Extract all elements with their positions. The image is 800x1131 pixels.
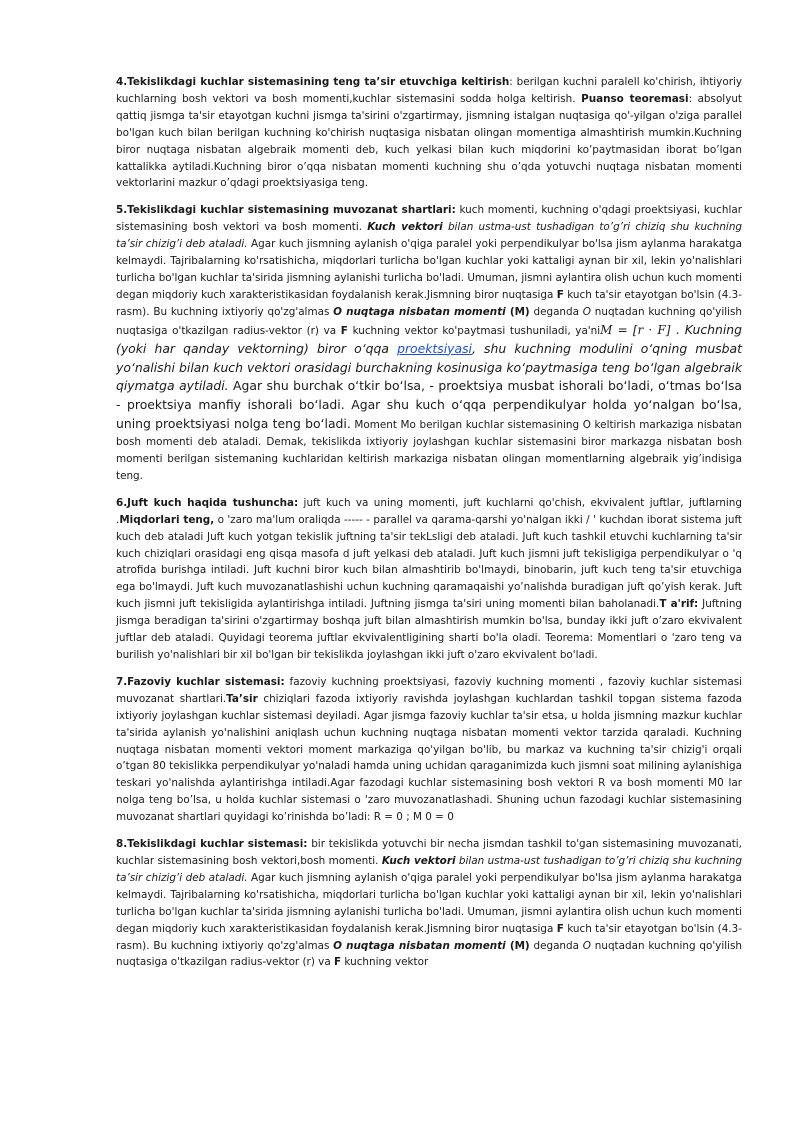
point-o-symbol: O (582, 305, 591, 318)
force-symbol: F (556, 288, 564, 301)
section-5-heading: 5.Tekislikdagi kuchlar sistemasining muvozanat shartlari: (116, 204, 456, 217)
main-moment-text: Moment Mo berilgan kuchlar sistemasining O keltirish markaziga nisbatan bosh momenti deb ataladi. Demak, tekislikda ixtiyoriy joylashgan kuchlar sistemasini biror markazga nisbatan bosh momenti berilgan sistemaning kuchlaridan keltirish markaziga nisbatan olingan momentlarning algebraik yig’indisiga teng. (116, 419, 742, 482)
section-7-body: chiziqlari fazoda ixtiyoriy ravishda joylashgan kuchlardan tashkil topgan sistema fazoda ixtiyoriy joylashgan kuchlar sistemasi deyiladi. Agar jismga fazoviy kuchlar ta'sir etsa, u holda jismning mazkur kuchlar ta'sirida aylanish yo'nalishini aniqlash uchun kuchning nuqtaga nisbatan momenti vektor tarzida qaraladi. Kuchning nuqtaga nisbatan momenti vektori moment markaziga qo'yilgan bo'lib, bu markaz va kuchning ta'sir chizig'i orqali o’tgan 80 tekislikka perpendikulyar yo'naladi hamda uning uchidan qaraganimizda kuch jismni soat milining aylanishiga teskari yo'nalishda aylantirishga intiladi.Agar fazodagi kuchlar sistemasining bosh vektori R va bosh momenti M0 lar nolga teng bo’lsa, u holda kuchlar sistemasi o 'zaro muvozanatlashadi. Shuning uchun fazodagi kuchlar sistemasining muvozanat shartlari quyidagi ko’rinishda bo’ladi: R = 0 ; M 0 = 0 (116, 692, 742, 824)
puanso-theorem-text: : absolyut qattiq jismga ta'sir etayotgan kuchni jismga ta'sirini o'zgartirmay, jismning istalgan nuqtasiga qo'-yilgan o'ziga parallel bo'lgan kuch bilan berilgan kuchning ko'chirish nuqtasiga nisbatan olingan momentiga almashtirish mumkin.Kuchning biror nuqtaga nisbatan algebraik momenti deb, kuch yelkasi bilan kuch miqdorini ko’paytmasidan iborat bo’lgan kattalikka aytiladi.Kuchning biror o’qqa nisbatan momenti kuchning shu o’qda yotuvchi nuqtaga nisbatan momenti vektorlarini mazkur o’qdagi proektsiyasiga teng. (116, 92, 742, 190)
section-7-subheading: Ta’sir (226, 692, 258, 705)
section-4-text: : berilgan kuchni paralell ko'chirish, ihtiyoriy kuchlarning bosh vektori va bosh momenti,kuchlar sistemasini sodda holga keltirish. (116, 76, 742, 105)
kuch-vektori-definition: bilan ustma-ust tushadigan to’g’ri chiziq shu kuchning ta’sir chizig’i deb ataladi. (116, 221, 742, 251)
force-symbol-2: F (340, 324, 348, 337)
section-8-body-3: deganda (529, 939, 583, 952)
definition-heading: T a'rif: (659, 598, 699, 611)
projection-definition: Kuchning (yoki har qanday vektorning) biror o‘qqa (116, 321, 743, 356)
puanso-theorem-heading: Puanso teoremasi (581, 92, 689, 105)
section-5-body-5: kuchning vektor ko'paytmasi tushuniladi, ya'ni (347, 324, 601, 337)
section-8-body-2: kuch ta'sir etayotgan bo'lsin (4.3-rasm). Bu kuchning ixtiyoriy qo'zg'almas (116, 922, 743, 952)
kuch-vektori-term: Kuch vektori (367, 221, 443, 234)
section-5-body-4: nuqtadan kuchning qo'yilish nuqtasiga o'tkazilgan radius-vektor (r) va (116, 305, 742, 337)
kuch-vektori-definition-2: bilan ustma-ust tushadigan to’g’ri chiziq shu kuchning ta’sir chizig’i deb ataladi. (116, 854, 742, 884)
kuch-vektori-term-2: Kuch vektori (381, 854, 456, 867)
section-5-body-2: kuch ta'sir etayotgan bo'lsin (4.3-rasm). Bu kuchning ixtiyoriy qo'zg'almas (116, 288, 743, 318)
point-o-symbol-2: O (582, 939, 591, 952)
section-5-body-3: deganda (529, 305, 583, 318)
moment-term-2: O nuqtaga nisbatan momenti (333, 939, 506, 952)
section-8-body-5: kuchning vektor (341, 956, 429, 969)
moment-symbol: (M) (505, 305, 530, 318)
paragraph-5 (116, 202, 742, 485)
section-8-body-4: nuqtadan kuchning qo'yilish nuqtasiga o'tkazilgan radius-vektor (r) va (116, 939, 742, 969)
paragraph-4 (116, 74, 742, 192)
section-7-heading: 7.Fazoviy kuchlar sistemasi: (116, 675, 285, 688)
force-symbol-4: F (334, 956, 342, 969)
moment-term: O nuqtaga nisbatan momenti (333, 305, 506, 318)
section-8-body: Agar kuch jismning aylanish o'qiga paralel yoki perpendikulyar bo'lsa jism aylanma harakatga kelmaydi. Tajribalarning ko'rsatishicha, miqdorlari turlicha bo'lgan kuchlar yoki kattaligi aynan bir xil, lekin yo'nalishlari turlicha bo'lgan kuchlar ta'sirida jismning aylanishi turlicha bo'ladi. Umuman, jismni aylantira olish uchun kuch momenti degan miqdoriy kuch xarakteristikasidan foydalanish kerak.Jismning biror nuqtasiga (116, 871, 743, 935)
section-7-text: fazoviy kuchning proektsiyasi, fazoviy kuchning momenti , fazoviy kuchlar sistemasi muvozanat shartlari. (116, 675, 743, 705)
document-body (116, 74, 742, 981)
section-6-body-2: Juftning jismga beradigan ta'sirini o'zgartirmay boshqa juft bilan almashtirish mumkin bo'lsa, bunday ikki juft o’zaro ekvivalent juftlar deb ataladi. Quyidagi teorema juftlar ekvivalentligining sharti bo'la oladi. Teorema: Momentlari o 'zaro teng va burilish yo'nalishlari bir xil bo'lgan bir tekislikda joylashgan ikki juft o'zaro ekvivalent bo'ladi. (116, 598, 743, 661)
section-5-body: Agar kuch jismning aylanish o'qiga paralel yoki perpendikulyar bo'lsa jism aylanma harakatga kelmaydi. Tajribalarning ko'rsatishicha, miqdorlari turlicha bo'lgan kuchlar yoki kattaligi aynan bir xil, lekin yo'nalishlari turlicha bo'lgan kuchlar ta'sirida jismning aylanishi turlicha bo'ladi. Umuman, jismni aylantira olish uchun kuch momenti degan miqdoriy kuch xarakteristikasidan foydalanish kerak.Jismning biror nuqtasiga (116, 238, 743, 301)
paragraph-6 (116, 495, 742, 664)
projection-sign-text: Agar shu burchak o‘tkir bo‘lsa, - proektsiya musbat ishorali bo‘ladi, o‘tmas bo‘lsa - proektsiya manfiy ishorali bo‘ladi. Agar shu kuch o‘qqa perpendikulyar holda yo‘nalgan bo‘lsa, uning proektsiyasi nolga teng bo‘ladi. (116, 378, 742, 432)
section-6-subheading: Miqdorlari teng, (119, 513, 215, 526)
section-5-text: kuch momenti, kuchning o'qdagi proektsiyasi, kuchlar sistemasining bosh vektori va bosh momenti. (116, 204, 742, 234)
section-6-body: o 'zaro ma'lum oraliqda ----- - parallel va qarama-qarshi yo'nalgan ikki / ' kuchdan iborat sistema juft kuch deb ataladi Juft kuch yotgan tekislik juftning ta'sir tekLsligi deb ataladi. Juft kuch tashkil etuvchi kuchlarning ta'sir kuch chiziqlari orasidagi eng qisqa masofa d juft yelkasi deb ataladi. Juft kuch jismni juft tekisligiga perpendikulyar o 'q atrofida burishga intiladi. Juft kuchni biror kuch bilan almashtirib bo'lmaydi, binobarin, juft kuch teng ta'sir etuvchiga ega bo'lmaydi. Juft kuch muvozanatlashishi uchun kuchning qaramaqaishi yo’nalishda buradigan juft qo’yish kerak. Juft kuch jismni juft tekisligida aylantirishga intiladi. Juftning jismga ta'siri uning momenti bilan baholanadi. (116, 513, 742, 611)
section-6-heading: 6.Juft kuch haqida tushuncha: (116, 496, 299, 509)
section-8-heading: 8.Tekislikdagi kuchlar sistemasi: (116, 838, 308, 851)
moment-formula: M = [r · F] . (600, 322, 680, 337)
section-8-text: bir tekislikda yotuvchi bir necha jismdan tashkil to'gan sistemasining muvozanati, kuchlar sistemasining bosh vektori,bosh momenti. (116, 838, 742, 867)
proektsiyasi-link[interactable]: proektsiyasi (397, 340, 472, 356)
paragraph-8 (116, 836, 742, 971)
section-4-heading: 4.Tekislikdagi kuchlar sistemasining teng ta’sir etuvchiga keltirish (116, 76, 510, 88)
force-symbol-3: F (556, 922, 564, 935)
section-6-text: juft kuch va uning momenti, juft kuchlarni qo'chish, ekvivalent juftlar, juftlarning . (116, 496, 742, 526)
paragraph-7 (116, 674, 742, 826)
moment-symbol-2: (M) (505, 939, 530, 952)
projection-definition-2: , shu kuchning modulini o‘qning musbat yo‘nalishi bilan kuch vektori orasidagi burchakning kosinusiga ko‘paytmasiga teng bo‘lgan algebraik qiymatga aytiladi. (116, 340, 742, 394)
